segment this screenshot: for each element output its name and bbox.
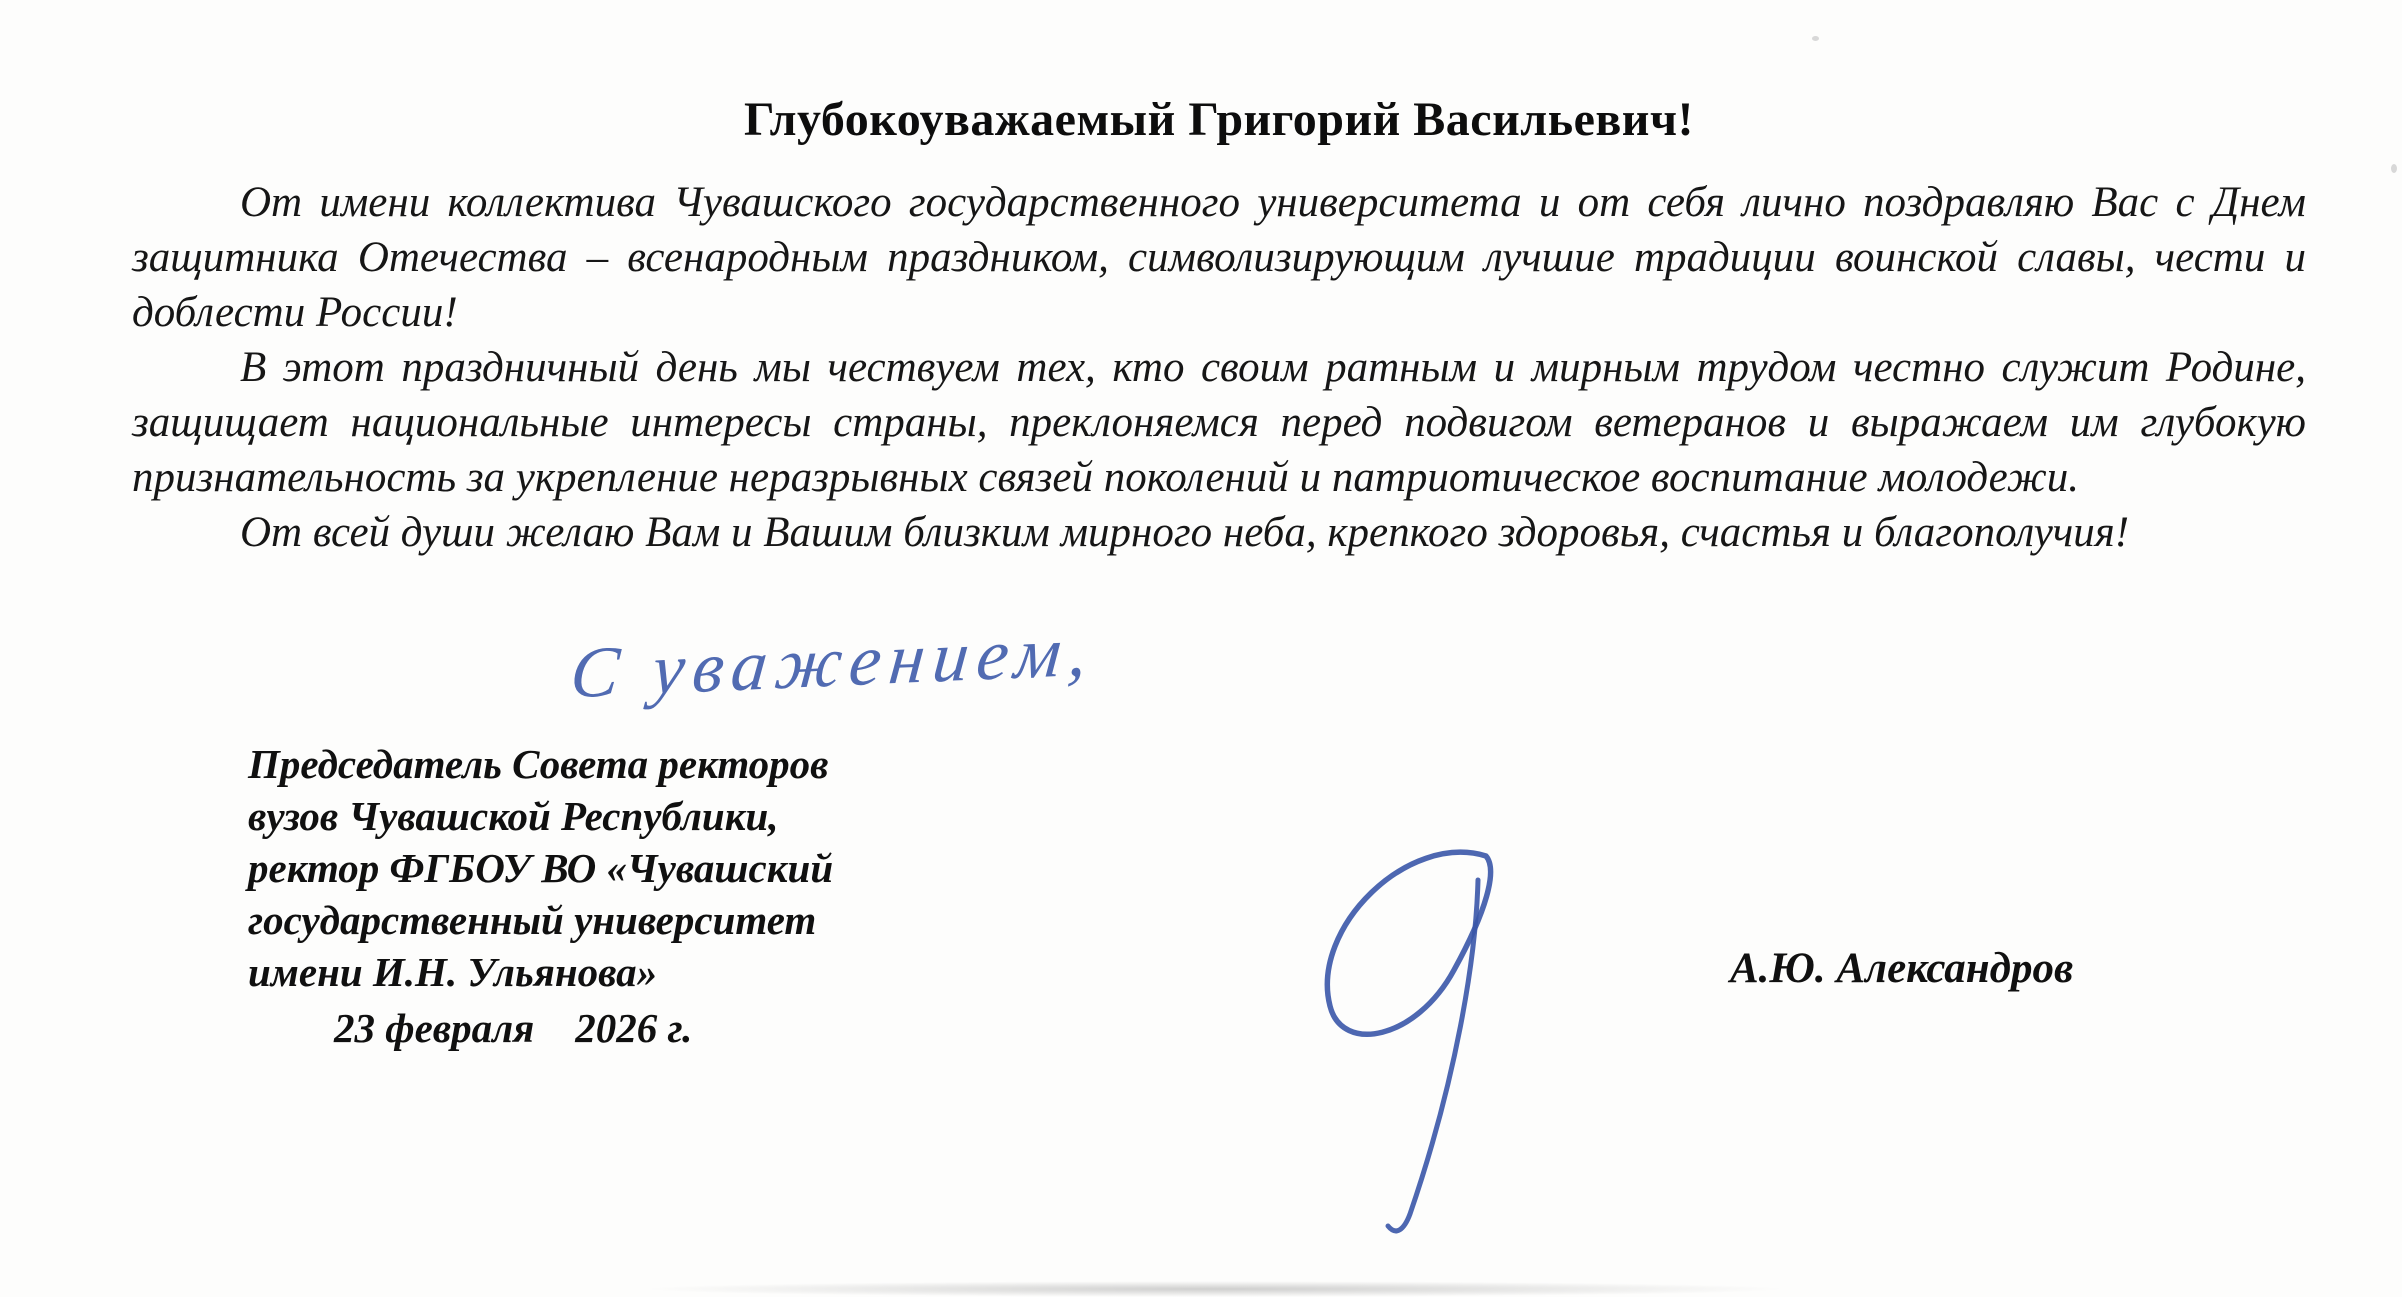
signature-title-line: государственный университет [248,897,817,943]
scan-artifact [1812,36,1819,41]
signature-title-line: имени И.Н. Ульянова» [248,949,658,995]
signature-title-line: Председатель Совета ректоров [248,741,829,787]
letter-paragraph-1: От имени коллектива Чувашского государственного университета и от себя лично поздравляю Вас с Днем защитника Отечества – всенародным праздником, символизирующим лучшие традиции воинской славы, чести и доблести России! [132,179,2306,336]
signature-title-block [248,738,833,1054]
letter-paragraph-2: В этот праздничный день мы чествуем тех, кто своим ратным и мирным трудом честно служит Родине, защищает национальные интересы страны, преклоняемся перед подвигом ветеранов и выражаем им глубокую признательность за укрепление неразрывных связей поколений и патриотическое воспитание молодежи. [132,344,2306,501]
scan-artifact [2391,164,2397,173]
signature-title-line: ректор ФГБОУ ВО «Чувашский [248,845,834,891]
signer-name: А.Ю. Александров [1730,945,2074,992]
letter-salutation-heading: Глубокоуважаемый Григорий Васильевич! [743,93,1695,146]
handwritten-signature [1258,818,1638,1248]
letter-date: 23 февраля 2026 г. [334,1005,693,1051]
letter-body [132,92,2306,560]
scan-bottom-shadow [640,1281,1790,1297]
signature-title-line: вузов Чувашской Республики, [248,793,779,839]
letter-paragraph-3: От всей души желаю Вам и Вашим близким мирного неба, крепкого здоровья, счастья и благополучия! [240,509,2130,556]
handwritten-closing-s-uvazheniem: С уважением, [567,610,1099,714]
